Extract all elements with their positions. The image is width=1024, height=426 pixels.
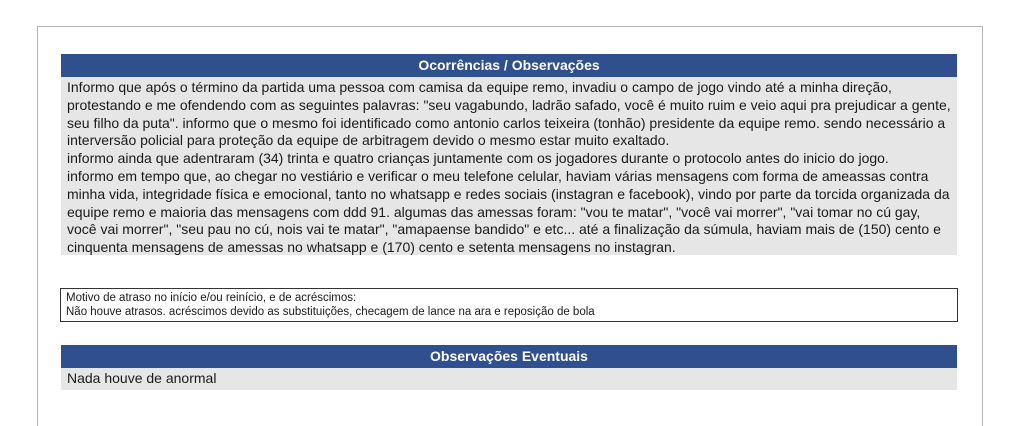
occurrences-header: Ocorrências / Observações	[61, 54, 957, 77]
occurrences-paragraph: informo em tempo que, ao chegar no vestiário e verificar o meu telefone celular, haviam várias mensagens com forma de ameassas contra minha vida, integridade física e emocional, tanto no whatsapp e redes sociais (instagran e facebook), vindo por parte da torcida organizada da equipe remo e maioria das mensagens com ddd 91. algumas das amessas foram: "vou te matar", "você vai morrer", "vai tomar no cú gay, você vai morrer", "seu pau no cú, nois vai te matar", "amapaense bandido" e etc... até a finalização da súmula, haviam mais de (150) cento e cinquenta mensagens de amessas no whatsapp e (170) cento e setenta mensagens no instagran.	[67, 167, 950, 256]
delay-reason-box	[60, 288, 958, 322]
delay-reason-label: Motivo de atraso no início e/ou reinício, e de acréscimos:	[66, 292, 357, 304]
occurrences-body	[61, 77, 957, 255]
delay-reason-text: Não houve atrasos. acréscimos devido as substituições, checagem de lance na ara e reposição de bola	[66, 306, 595, 318]
observations-text: Nada houve de anormal	[67, 370, 217, 386]
occurrences-paragraph: Informo que após o término da partida uma pessoa com camisa da equipe remo, invadiu o campo de jogo vindo até a minha direção, protestando e me ofendendo com as seguintes palavras: "seu vagabundo, ladrão safado, você é muito ruim e veio aqui pra prejudicar a gente, seu filho da puta". informo que o mesmo foi identificado como antonio carlos teixeira (tonhão) presidente da equipe remo. sendo necessário a interversão policial para proteção da equipe de arbitragem devido o mesmo estar muito exaltado.	[67, 79, 951, 149]
observations-header: Observações Eventuais	[61, 345, 957, 368]
observations-body	[61, 368, 957, 390]
occurrences-paragraph: informo ainda que adentraram (34) trinta e quatro crianças juntamente com os jogadores durante o protocolo antes do inicio do jogo.	[67, 150, 889, 167]
